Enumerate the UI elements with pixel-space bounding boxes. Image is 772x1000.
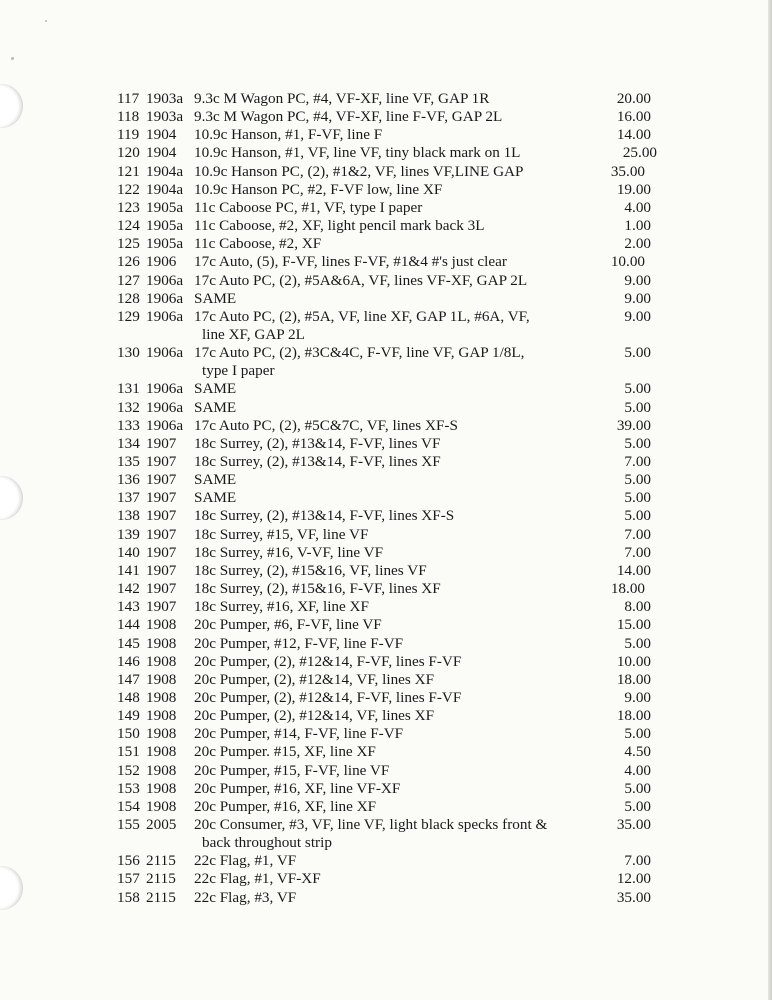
paper-speck: [45, 20, 47, 22]
lot-price: 5.00: [624, 634, 651, 652]
lot-description: 20c Pumper. #15, XF, line XF: [194, 743, 376, 761]
lot-number: 118: [117, 108, 140, 126]
scott-number: 1906a: [146, 271, 184, 289]
lot-price: 8.00: [624, 598, 651, 616]
lot-number: 152: [117, 761, 140, 779]
lot-price: 15.00: [616, 616, 651, 634]
lot-description: 20c Pumper, #12, F-VF, line F-VF: [194, 634, 404, 652]
lot-description: SAME: [194, 398, 237, 416]
lot-price: 10.00: [610, 253, 645, 271]
scott-number: 1907: [146, 598, 177, 616]
lot-price: 25.00: [622, 144, 657, 162]
lot-price: 1.00: [624, 217, 651, 235]
lot-number: 127: [117, 271, 140, 289]
lot-price: 9.00: [624, 688, 651, 706]
lot-description: 20c Pumper, (2), #12&14, F-VF, lines F-VF: [194, 688, 462, 706]
scott-number: 1907: [146, 507, 177, 525]
lot-number: 125: [117, 235, 140, 253]
lot-description: 17c Auto, (5), F-VF, lines F-VF, #1&4 #'s just clear: [194, 253, 507, 271]
scott-number: 2115: [146, 870, 176, 888]
lot-number: 126: [117, 253, 140, 271]
scott-number: 1905a: [146, 235, 184, 253]
lot-description-continued: line XF, GAP 2L: [202, 325, 305, 343]
lot-number: 142: [117, 580, 140, 598]
lot-description-continued: back throughout strip: [202, 834, 332, 851]
lot-description: 20c Consumer, #3, VF, line VF, light black specks front &: [194, 816, 548, 833]
lot-price: 18.00: [616, 707, 651, 725]
lot-price: 5.00: [624, 797, 651, 815]
lot-description: 20c Pumper, #15, F-VF, line VF: [194, 761, 390, 779]
scott-number: 1905a: [146, 198, 184, 216]
lot-price: 14.00: [616, 126, 651, 144]
lot-description: 9.3c M Wagon PC, #4, VF-XF, line VF, GAP 1R: [194, 90, 490, 107]
lot-price: 20.00: [616, 90, 651, 107]
lot-price: 4.00: [624, 198, 651, 216]
lot-price: 19.00: [616, 180, 651, 198]
lot-number: 133: [117, 416, 140, 434]
lot-price: 7.00: [624, 453, 651, 470]
lot-number: 145: [117, 634, 140, 652]
lot-price: 5.00: [624, 380, 651, 398]
lot-description: 18c Surrey, #16, V-VF, line VF: [194, 543, 384, 561]
lot-price: 39.00: [616, 416, 651, 434]
scott-number: 1908: [146, 634, 177, 652]
lot-number: 144: [117, 616, 140, 634]
lot-description: 22c Flag, #3, VF: [194, 888, 297, 906]
scott-number: 1905a: [146, 217, 184, 235]
lot-price: 35.00: [610, 162, 645, 180]
lot-price: 14.00: [616, 561, 651, 579]
scott-number: 1903a: [146, 90, 184, 107]
lot-price: 5.00: [624, 507, 651, 525]
scott-number: 1904: [146, 144, 177, 162]
scott-number: 1906a: [146, 380, 184, 398]
lot-description: 20c Pumper, #14, F-VF, line F-VF: [194, 725, 404, 743]
lot-description: 17c Auto PC, (2), #5C&7C, VF, lines XF-S: [194, 416, 458, 434]
lot-description: SAME: [194, 489, 237, 507]
lot-price: 4.50: [624, 743, 651, 761]
lot-description: 18c Surrey, #16, XF, line XF: [194, 598, 369, 616]
lot-description: 10.9c Hanson, #1, VF, line VF, tiny black mark on 1L: [194, 144, 521, 162]
lot-description: 18c Surrey, (2), #15&16, F-VF, lines XF: [194, 580, 441, 598]
scott-number: 1906a: [146, 307, 184, 325]
lot-number: 149: [117, 707, 140, 725]
scott-number: 1908: [146, 707, 177, 725]
lot-description: 20c Pumper, #6, F-VF, line VF: [194, 616, 382, 634]
lot-description: SAME: [194, 380, 237, 398]
lot-number: 150: [117, 725, 140, 743]
scott-number: 1908: [146, 761, 177, 779]
binder-hole-top: [0, 84, 22, 128]
scott-number: 1907: [146, 525, 177, 543]
lot-number: 128: [117, 289, 140, 307]
lot-description: 17c Auto PC, (2), #5A, VF, line XF, GAP 1L, #6A, VF,: [194, 307, 530, 325]
lot-number: 131: [117, 380, 140, 398]
lot-number: 147: [117, 670, 140, 688]
lot-number: 154: [117, 797, 140, 815]
lot-price: 5.00: [624, 725, 651, 743]
lot-price: 10.00: [616, 652, 651, 670]
lot-number: 138: [117, 507, 140, 525]
scott-number: 1903a: [146, 108, 184, 126]
scott-number: 1908: [146, 725, 177, 743]
scott-number: 1908: [146, 616, 177, 634]
lot-number: 130: [117, 344, 140, 362]
lot-description: 18c Surrey, #15, VF, line VF: [194, 525, 369, 543]
lot-number: 119: [117, 126, 140, 144]
lot-number: 134: [117, 434, 140, 452]
lot-description: 10.9c Hanson PC, #2, F-VF low, line XF: [194, 180, 443, 198]
lot-description: 11c Caboose, #2, XF: [194, 235, 322, 253]
lot-description: 18c Surrey, (2), #15&16, VF, lines VF: [194, 561, 427, 579]
lot-description-continued: type I paper: [202, 362, 275, 380]
lot-number: 132: [117, 398, 140, 416]
lot-description: 20c Pumper, (2), #12&14, F-VF, lines F-VF: [194, 652, 462, 670]
scott-number: 1908: [146, 779, 177, 797]
scott-number: 1908: [146, 670, 177, 688]
scott-number: 1907: [146, 434, 177, 452]
lot-description: 11c Caboose, #2, XF, light pencil mark back 3L: [194, 217, 485, 235]
lot-description: 10.9c Hanson PC, (2), #1&2, VF, lines VF,LINE GAP: [194, 162, 524, 180]
lot-description: 17c Auto PC, (2), #5A&6A, VF, lines VF-XF, GAP 2L: [194, 271, 528, 289]
scott-number: 1908: [146, 688, 177, 706]
lot-price: 18.00: [616, 670, 651, 688]
lot-description: 17c Auto PC, (2), #3C&4C, F-VF, line VF, GAP 1/8L,: [194, 344, 525, 362]
lot-number: 121: [117, 162, 140, 180]
scott-number: 1906a: [146, 344, 184, 362]
lot-price: 5.00: [624, 344, 651, 362]
scott-number: 1907: [146, 471, 177, 489]
lot-description: 20c Pumper, #16, XF, line VF-XF: [194, 779, 401, 797]
binder-hole-middle: [0, 476, 22, 520]
lot-price: 5.00: [624, 471, 651, 489]
lot-number: 123: [117, 198, 140, 216]
lot-description: SAME: [194, 289, 237, 307]
lot-number: 136: [117, 471, 140, 489]
lot-price: 5.00: [624, 779, 651, 797]
lot-number: 120: [117, 144, 140, 162]
scott-number: 1906a: [146, 398, 184, 416]
scott-number: 1908: [146, 652, 177, 670]
lot-price: 9.00: [624, 307, 651, 325]
lot-description: 18c Surrey, (2), #13&14, F-VF, lines XF-S: [194, 507, 455, 525]
scott-number: 1908: [146, 797, 177, 815]
lot-price: 35.00: [616, 888, 651, 906]
lot-number: 146: [117, 652, 140, 670]
lot-price: 18.00: [610, 580, 645, 598]
lot-price: 5.00: [624, 489, 651, 507]
scott-number: 1904a: [146, 180, 184, 198]
lot-description: 11c Caboose PC, #1, VF, type I paper: [194, 198, 423, 216]
lot-price: 9.00: [624, 289, 651, 307]
scott-number: 1906a: [146, 289, 184, 307]
scott-number: 1904: [146, 126, 177, 144]
lot-description: 20c Pumper, (2), #12&14, VF, lines XF: [194, 670, 435, 688]
page-edge-shadow: [768, 0, 772, 1000]
scott-number: 1906a: [146, 416, 184, 434]
scott-number: 1907: [146, 561, 177, 579]
lot-price: 5.00: [624, 434, 651, 452]
scott-number: 2115: [146, 852, 176, 870]
lot-number: 117: [117, 90, 140, 107]
paper-speck: [11, 57, 14, 60]
scott-number: 2115: [146, 888, 176, 906]
lot-price: 12.00: [616, 870, 651, 888]
lot-price: 7.00: [624, 525, 651, 543]
lot-price: 9.00: [624, 271, 651, 289]
lot-number: 139: [117, 525, 140, 543]
lot-price: 2.00: [624, 235, 651, 253]
lot-number: 135: [117, 453, 140, 470]
lot-number: 129: [117, 307, 140, 325]
lot-description: 20c Pumper, #16, XF, line XF: [194, 797, 377, 815]
lot-number: 140: [117, 543, 140, 561]
scott-number: 1906: [146, 253, 177, 271]
lot-number: 153: [117, 779, 140, 797]
lot-price: 35.00: [616, 816, 651, 833]
lot-price: 7.00: [624, 543, 651, 561]
lot-price: 5.00: [624, 398, 651, 416]
lot-number: 143: [117, 598, 140, 616]
lot-number: 151: [117, 743, 140, 761]
scott-number: 1908: [146, 743, 177, 761]
lot-number: 122: [117, 180, 140, 198]
lot-description: 18c Surrey, (2), #13&14, F-VF, lines VF: [194, 434, 441, 452]
scott-number: 2005: [146, 816, 177, 833]
lot-description: SAME: [194, 471, 237, 489]
lot-description: 9.3c M Wagon PC, #4, VF-XF, line F-VF, GAP 2L: [194, 108, 503, 126]
lot-description: 22c Flag, #1, VF-XF: [194, 870, 321, 888]
binder-hole-bottom: [0, 866, 22, 910]
lot-price: 4.00: [624, 761, 651, 779]
lot-price: 16.00: [616, 108, 651, 126]
lot-price: 7.00: [624, 852, 651, 870]
lot-number: 124: [117, 217, 140, 235]
scott-number: 1907: [146, 453, 177, 470]
lot-number: 158: [117, 888, 140, 906]
lot-number: 157: [117, 870, 140, 888]
lot-description: 22c Flag, #1, VF: [194, 852, 297, 870]
lot-number: 155: [117, 816, 140, 833]
lot-description: 18c Surrey, (2), #13&14, F-VF, lines XF: [194, 453, 441, 470]
lot-description: 10.9c Hanson, #1, F-VF, line F: [194, 126, 383, 144]
scott-number: 1904a: [146, 162, 184, 180]
scott-number: 1907: [146, 489, 177, 507]
scott-number: 1907: [146, 580, 177, 598]
lot-number: 156: [117, 852, 140, 870]
lot-description: 20c Pumper, (2), #12&14, VF, lines XF: [194, 707, 435, 725]
lot-number: 137: [117, 489, 140, 507]
lot-number: 141: [117, 561, 140, 579]
scott-number: 1907: [146, 543, 177, 561]
lot-number: 148: [117, 688, 140, 706]
